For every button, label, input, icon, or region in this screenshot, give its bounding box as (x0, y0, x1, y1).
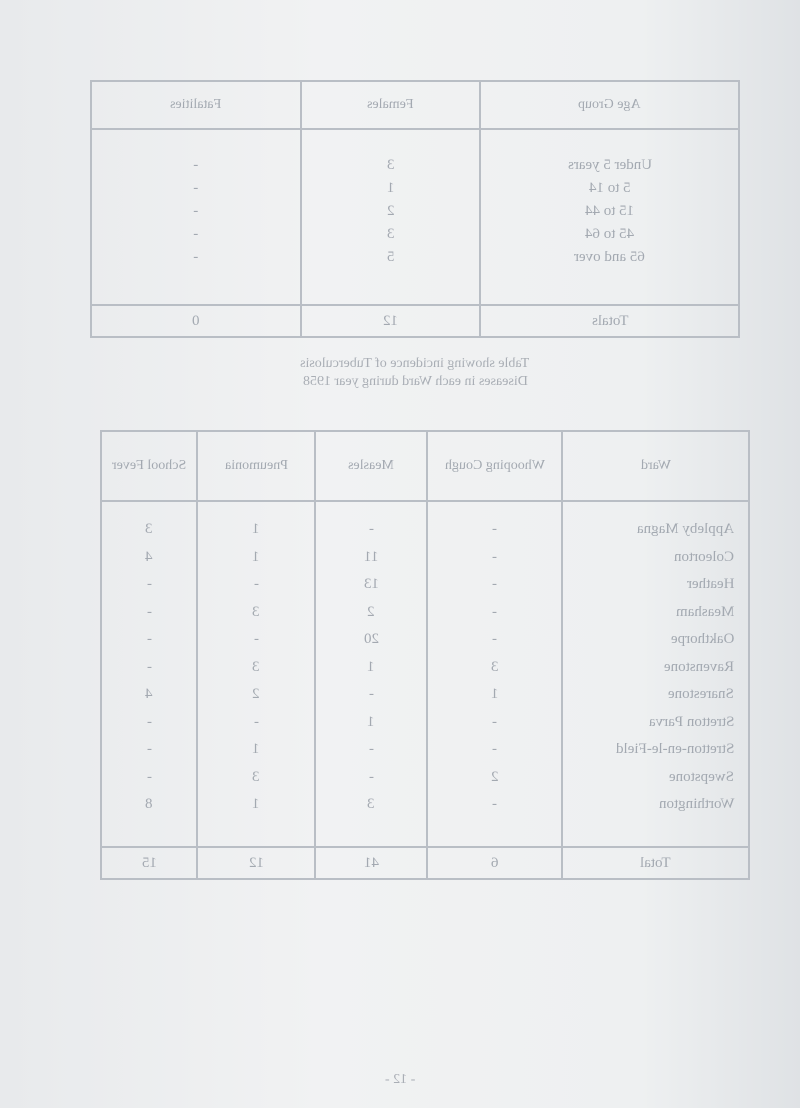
measles-column (315, 501, 427, 847)
cell: - (368, 741, 374, 757)
cell: - (146, 631, 152, 647)
cell: 1 (252, 521, 260, 537)
pneumonia-header: Pneumonia (197, 431, 315, 501)
cell: Stretton-en-le-Field (615, 741, 734, 757)
cell: - (146, 768, 152, 785)
whooping-cough-header: Whooping Cough (427, 431, 562, 501)
cell: - (492, 796, 498, 812)
age-group-table (90, 80, 740, 338)
cell: - (193, 180, 199, 196)
school-fever-column (101, 501, 197, 847)
cell: - (193, 226, 199, 242)
cell: 13 (363, 576, 379, 592)
ward-disease-table (100, 430, 750, 880)
cell: 2 (490, 768, 499, 785)
cell: 5 to 14 (588, 180, 631, 196)
cell: - (193, 203, 199, 219)
cell: 4 (145, 548, 153, 565)
cell: - (368, 686, 374, 702)
fatalities-column (91, 129, 301, 305)
cell: - (492, 603, 498, 620)
cell: Swepstone (669, 768, 734, 785)
cell: - (492, 521, 498, 537)
cell: 20 (363, 631, 379, 647)
cell: - (193, 157, 199, 173)
cell: 3 (386, 226, 395, 242)
fatalities-header: Fatalities (91, 81, 301, 129)
cell: Oakthorpe (670, 631, 734, 647)
cell: 1 (252, 548, 260, 565)
cell: 1 (386, 180, 395, 196)
cell: 65 and over (574, 249, 646, 265)
cell: - (368, 521, 374, 537)
cell: 1 (367, 658, 375, 675)
total-females: 12 (301, 305, 481, 337)
cell: 3 (367, 796, 375, 812)
females-header: Females (301, 81, 481, 129)
cell: - (492, 576, 498, 592)
cell: - (492, 713, 498, 730)
cell: 2 (367, 603, 375, 620)
school-fever-header: School Fever (101, 431, 197, 501)
total-whooping-cough: 6 (427, 847, 562, 879)
table-caption (255, 355, 575, 391)
ward-header: Ward (562, 431, 749, 501)
measles-header: Measles (315, 431, 427, 501)
cell: - (492, 631, 498, 647)
total-label: Totals (480, 305, 739, 337)
cell: - (146, 576, 152, 592)
cell: 3 (252, 658, 260, 675)
females-column (301, 129, 481, 305)
cell: 1 (490, 686, 499, 702)
cell: Under 5 years (567, 157, 652, 173)
age-group-header: Age Group (480, 81, 739, 129)
page-number: - 12 - (384, 1072, 416, 1087)
cell: 1 (252, 741, 260, 757)
cell: 2 (386, 203, 395, 219)
cell: Heather (686, 576, 734, 592)
caption-line-1: Table showing incidence of Tuberculosis (300, 356, 530, 371)
cell: 3 (252, 603, 260, 620)
cell: - (146, 658, 152, 675)
cell: - (146, 603, 152, 620)
cell: - (492, 548, 498, 565)
cell: - (146, 713, 152, 730)
cell: - (253, 576, 259, 592)
cell: 2 (252, 686, 260, 702)
total-fatalities: 0 (91, 305, 301, 337)
cell: 8 (145, 796, 153, 812)
whooping-cough-column (427, 501, 562, 847)
cell: 1 (367, 713, 375, 730)
total-pneumonia: 12 (197, 847, 315, 879)
cell: 3 (386, 157, 395, 173)
cell: - (492, 741, 498, 757)
cell: 3 (145, 521, 153, 537)
total-label: Total (562, 847, 749, 879)
cell: - (253, 631, 259, 647)
cell: 3 (490, 658, 499, 675)
cell: 11 (363, 548, 379, 565)
cell: Ravenstone (664, 658, 734, 675)
cell: Snarestone (668, 686, 734, 702)
total-school-fever: 15 (101, 847, 197, 879)
ward-column (562, 501, 749, 847)
cell: - (146, 741, 152, 757)
cell: Appleby Magna (636, 521, 734, 537)
cell: 1 (252, 796, 260, 812)
cell: 4 (145, 686, 153, 702)
total-measles: 41 (315, 847, 427, 879)
caption-line-2: Diseases in each Ward during year 1958 (302, 374, 528, 389)
cell: - (193, 249, 199, 265)
cell: - (253, 713, 259, 730)
pneumonia-column (197, 501, 315, 847)
cell: 15 to 44 (585, 203, 635, 219)
cell: Stretton Parva (648, 713, 734, 730)
cell: 45 to 64 (585, 226, 635, 242)
cell: Coleorton (674, 548, 734, 565)
cell: Worthington (658, 796, 734, 812)
cell: 3 (252, 768, 260, 785)
cell: Measham (675, 603, 734, 620)
cell: 5 (386, 249, 395, 265)
age-group-column (480, 129, 739, 305)
cell: - (368, 768, 374, 785)
